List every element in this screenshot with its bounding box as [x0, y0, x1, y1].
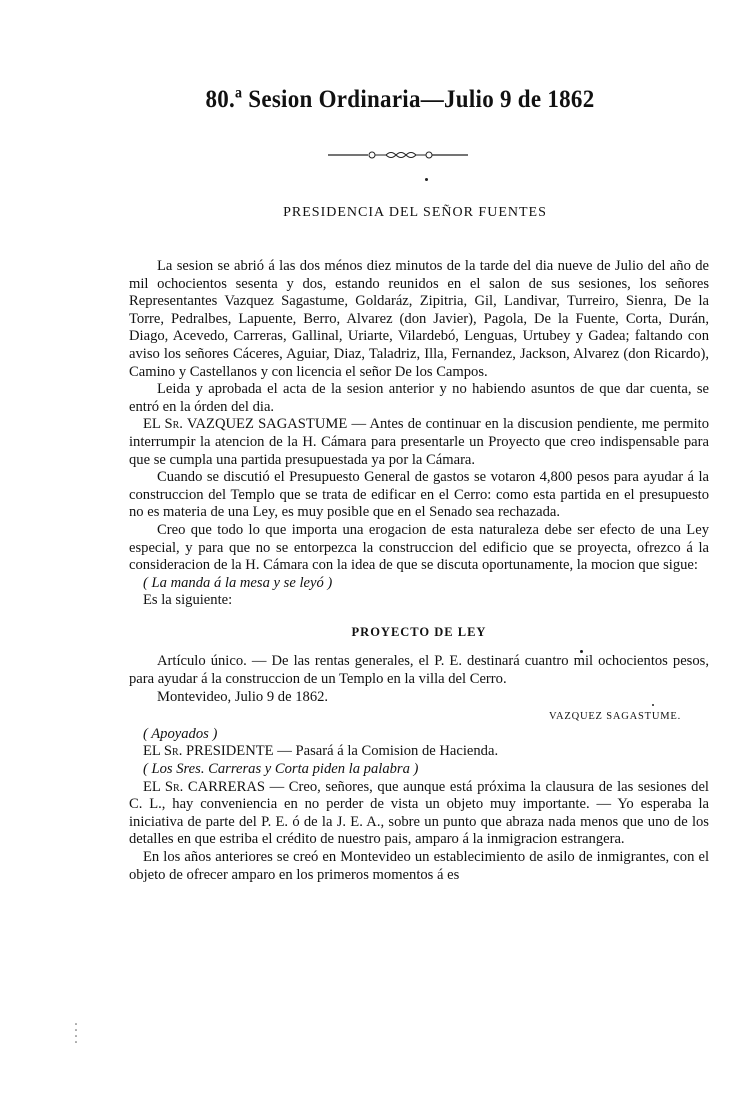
stage-direction: ( La manda á la mesa y se leyó ): [143, 574, 333, 591]
minutes-paragraph: Leida y aprobada el acta de la sesion anterior y no habiendo asuntos de que dar cuenta, se entró en la órden del dia.: [129, 381, 709, 415]
opening-paragraph: La sesion se abrió á las dos ménos diez minutos de la tarde del dia nueve de Julio del año de mil ochocientos sesenta y dos, estando reunidos en el salon de sus sesiones, los señores Representantes Vazquez Sagastume, Goldaráz, Zipitria, Gil, Landivar, Turreiro, Sienra, De la Torre, Pedralbes, Lapuente, Berro, Alvarez (don Javier), Pagola, De la Fuente, Corta, Durán, Diago, Acevedo, Carreras, Gallinal, Uriarte, Vilardebó, Lenguas, Urtubey y Gadea; faltando con aviso los señores Cáceres, Aguiar, Diaz, Taladriz, Illa, Fernandez, Jackson, Alvarez (don Ricardo), Camino y Castellanos y con licencia el señor De los Campos.: [129, 258, 709, 380]
session-title: 80.ª Sesion Ordinaria—Julio 9 de 1862: [205, 86, 595, 113]
budget-paragraph: Cuando se discutió el Presupuesto General de gastos se votaron 4,800 pesos para ayudar á la construccion del Templo que se trata de edificar en el Cerro: como esta partida en el presupuesto no es materia de una Ley, es muy posible que en el Senado sea rechazada.: [129, 469, 709, 521]
ornament-divider-icon: [328, 148, 468, 162]
speaker-name: EL Sr. PRESIDENTE: [143, 743, 274, 760]
session-body: [129, 258, 709, 884]
speech-text: — Pasará á la Comision de Hacienda.: [273, 743, 499, 760]
speech-paragraph: [129, 779, 709, 849]
speaker-name: EL Sr. VAZQUEZ SAGASTUME: [143, 416, 348, 433]
immigration-paragraph: En los años anteriores se creó en Montevideo un establecimiento de asilo de inmigrantes, con el objeto de ofrecer amparo en los primeros momentos á es: [129, 849, 709, 883]
speech-paragraph: [129, 416, 709, 469]
speech-text: — Antes de continuar en la discusion pendiente, me permito interrumpir la atencion de la H. Cámara para presentarle un Proyecto que creo indispensable para que se cumpla una partida presupuestada ya por la Cámara.: [129, 416, 709, 468]
speck-mark: [580, 650, 583, 653]
speck-mark: [652, 704, 654, 706]
speech-text: — Creo, señores, que aunque está próxima la clausura de las sesiones del C. L., hay conveniencia en no perder de vista un objeto muy importante. — Yo esperaba la iniciativa de parte del P. E. ó de la J. E. A., sobre un punto que abraza nada menos que uno de los detalles en que estriba el crédito de nuestro pais, amparo á la inmigracion estrangera.: [129, 778, 709, 848]
motion-paragraph: Creo que todo lo que importa una erogacion de esta naturaleza debe ser efecto de una Ley especial, y para que no se entorpezca la construccion del edificio que se proyecta, ofrezco á la consideracion de la H. Cámara con la idea de que se discuta oportunamente, la mocion que sigue:: [129, 521, 709, 574]
stage-direction: ( Los Sres. Carreras y Corta piden la palabra ): [143, 761, 419, 778]
margin-speck-mark: [74, 1022, 78, 1044]
article-paragraph: Artículo único. — De las rentas generales, el P. E. destinará cuantro mil ochocientos pesos, para ayudar á la construccion de un Templo en la villa del Cerro.: [129, 653, 709, 688]
signature-line: VAZQUEZ SAGASTUME.: [548, 711, 681, 723]
speech-paragraph: [129, 743, 709, 761]
presidency-heading: PRESIDENCIA DEL SEÑOR FUENTES: [283, 205, 547, 220]
place-date-line: Montevideo, Julio 9 de 1862.: [157, 688, 329, 705]
intro-line: Es la siguiente:: [143, 592, 233, 609]
speck-mark: [425, 178, 428, 181]
stage-direction: ( Apoyados ): [143, 725, 218, 742]
section-heading: PROYECTO DE LEY: [351, 624, 487, 639]
speaker-name: EL Sr. CARRERAS: [143, 778, 265, 795]
